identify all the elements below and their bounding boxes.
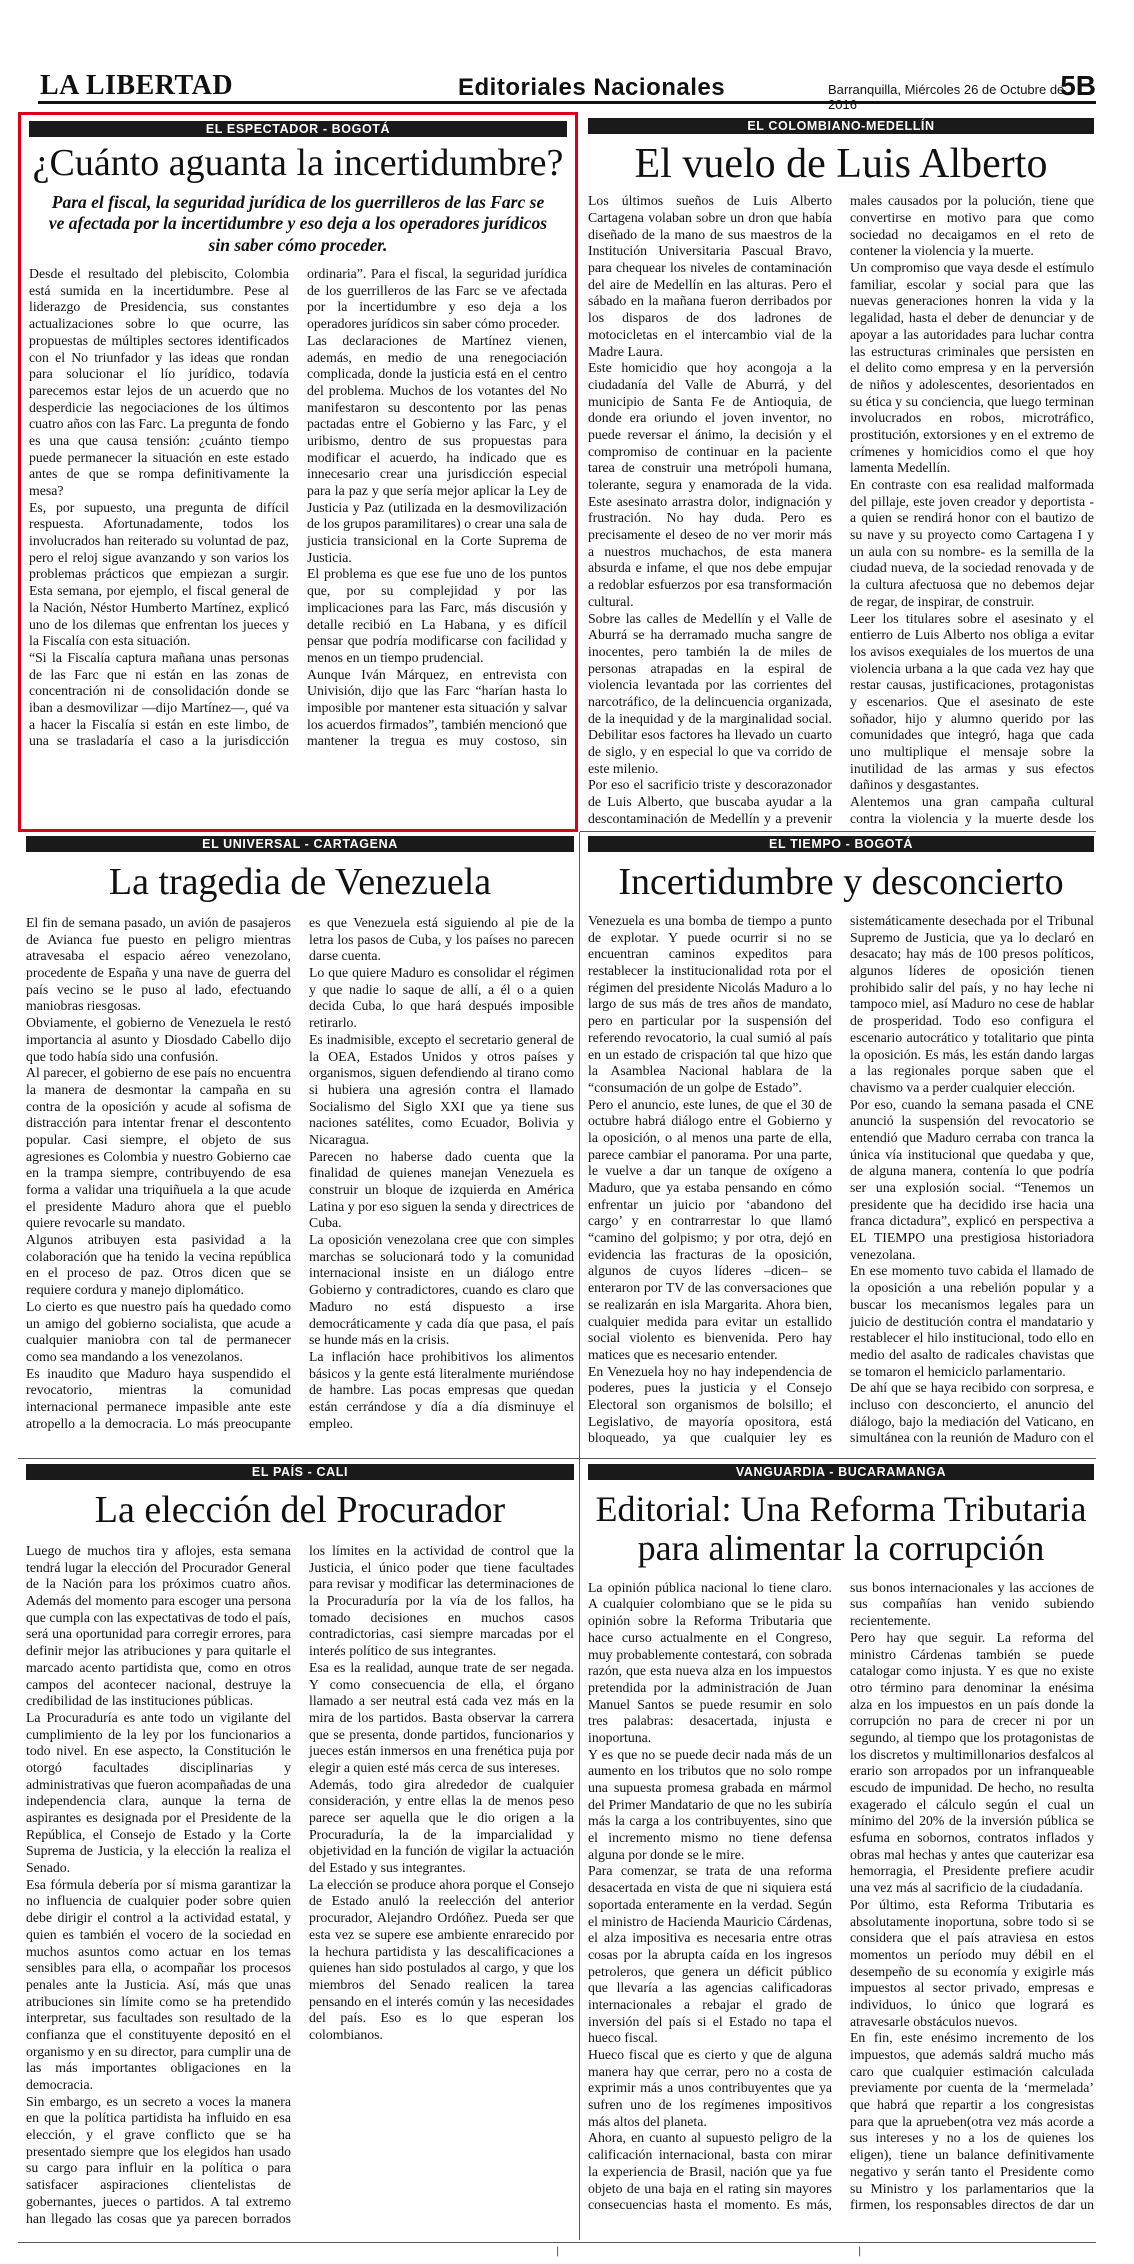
paragraph: En fin, este enésimo incremento de los impuestos, que además saldrá mucho más caro que cualquier estimación calculada previamente por cuenta de la ‘mermelada’ que habrá que repartir a los congresistas para que la aprueben(otra vez más acorde a sus intereses y no a los de quienes los eligen), tiene un balance definitivamente negativo y serán tanto el Presidente como su Ministro y los parlamentarios que la firmen, los responsables directos de dar un [850, 2030, 1094, 2213]
paragraph: La elección se produce ahora porque el Consejo de Estado anuló la reelección del anterior procurador, Alejandro Ordóñez. Pueda ser que esta vez se supere ese ambiente enrarecido por la hechura partidista y las descalificaciones a quienes han sido postulados al cargo, y que los miembros del Senado realicen la tarea pensando en el interés común y las necesidades del país. Eso es lo que esperan los colombianos. [309, 1876, 574, 2042]
source-label: EL ESPECTADOR - BOGOTÁ [29, 121, 567, 137]
paragraph: Es inaudito que Maduro haya suspendido el revocatorio, mientras la comunidad internacional permanece impasible ante este atropello a la democracia. Lo más preocupante es que Venezuela está siguiendo al pie de la letra los pasos de Cuba, y los países no parecen darse cuenta. [26, 915, 574, 1431]
paragraph: Al parecer, el gobierno de ese país no encuentra la manera de desmontar la campaña en su contra de la oposición y acude al sofisma de distracción para intentar frenar el descontento popular. Casi siempre, el objeto de sus agresiones es Colombia y nuestro Gobierno cae en la trampa siempre, contribuyendo de esa forma a validar una triquiñuela a la que acude el presidente Maduro ahora que el pueblo quiere revocarle su mandato. [26, 1065, 291, 1231]
paragraph: Luego de muchos tira y aflojes, esta semana tendrá lugar la elección del Procurador General de la Nación para los próximos cuatro años. Además del momento para escoger una persona que cumpla con las expectativas de todo el país, será una oportunidad para corregir errores, para definir mejor las atribuciones y para quitarle el marcado acento partidista que, como en otros campos del acontecer nacional, destruye la credibilidad de las instituciones públicas. [26, 1543, 291, 1709]
lead-paragraph: Para el fiscal, la seguridad jurídica de los guerrilleros de las Farc se ve afectada por la incertidumbre y eso deja a los operadores jurídicos sin saber cómo proceder. [48, 192, 548, 255]
paragraph: El fin de semana pasado, un avión de pasajeros de Avianca fue puesto en peligro mientras atravesaba el espacio aéreo venezolano, procedente de España y una nave de guerra del país vecino se le puso al lado, efectuando maniobras riesgosas. [26, 915, 291, 1014]
editorial-el-colombiano [580, 112, 1096, 832]
section-divider [580, 831, 1096, 832]
article-body [26, 1543, 574, 2233]
print-mark: | [556, 2246, 560, 2257]
issue-date: Barranquilla, Miércoles 26 de Octubre de 2016 [828, 82, 1065, 112]
editorial-el-tiempo [580, 832, 1096, 1457]
article-body [29, 266, 567, 766]
editorial-el-pais [18, 1460, 578, 2240]
article-body [588, 1580, 1094, 2230]
source-label: EL COLOMBIANO-MEDELLÍN [588, 118, 1094, 134]
paragraph: Por último, esta Reforma Tributaria es absolutamente inoportuna, sobre todo si se considera que el país atraviesa en estos momentos un período muy débil en el desempeño de su economía y exigirle más impuestos al sector privado, empresas e individuos, lo único que logrará es atravesarle obstáculos nuevos. [850, 1896, 1094, 2029]
paragraph: Hueco fiscal que es cierto y que de alguna manera hay que cerrar, pero no a costa de exprimir más a unos contribuyentes que ya sufren uno de los regímenes impositivos más altos del planeta. [588, 2047, 832, 2129]
section-divider [18, 1458, 1096, 1459]
page-bottom-rule [18, 2242, 1096, 2243]
headline: La elección del Procurador [94, 1489, 506, 1531]
headline: Incertidumbre y desconcierto [618, 861, 1064, 903]
newspaper-name: LA LIBERTAD [40, 70, 234, 101]
print-marks [0, 2246, 1134, 2260]
paragraph: Este homicidio que hoy acongoja a la ciudadanía del Valle de Aburrá, y del municipio de Santa Fe de Antioquia, de donde era oriundo el joven inventor, no puede reversar el ánimo, la decisión y el compromiso de continuar en la paciente tarea de construir una metrópoli humana, tolerante, segura y enamorada de la vida. Este asesinato arrastra dolor, indignación y frustración. No hay duda. Pero es precisamente el deseo de no ver morir más a nuestros muchachos, de esta manera absurda e infame, el que nos debe empujar a redoblar esfuerzos por esa transformación cultural. [588, 360, 832, 609]
headline: El vuelo de Luis Alberto [634, 141, 1048, 187]
headline: Editorial: Una Reforma Tributaria para alimentar la corrupción [595, 1489, 1087, 1568]
paragraph: Sin embargo, es un secreto a voces la manera en que la política partidista ha influido en esa elección, y el grave conflicto que se ha presentado siempre que los elegidos han usado su cargo para influir en la política o para satisfacer aspiraciones clientelistas de gobernantes, jueces o partidos. A tal extremo han llegado las cosas que ya parecen borrados los límites en la actividad de control que la Justicia, el único poder que tiene facultades para revisar y modificar las determinaciones de la Procuraduría por la vía de los fallos, ha tomado decisiones en muchos casos contradictorias, casi siempre marcadas por el interés político de sus integrantes. [26, 1543, 574, 2226]
paragraph: Por eso el sacrificio triste y descorazonador de Luis Alberto, que buscaba ayudar a la descontaminación de Medellín y a prevenir males causados por la polución, tiene que convertirse en motivo para que como sociedad no decaigamos en el reto de contener la violencia y la muerte. [588, 193, 1094, 826]
paragraph: En Venezuela hoy no hay independencia de poderes, pues la justicia y el Consejo Electoral son organismos de bolsillo; el Legislativo, de mayoría opositora, está bloqueado, ya que cualquier ley es sistemáticamente desechada por el Tribunal Supremo de Justicia, que ya lo declaró en desacato; hay más de 100 presos políticos, algunos líderes de oposición tienen prohibido salir del país, y no hay leche ni tampoco miel, así Maduro no cese de hablar de prosperidad. Todo eso configura el escenario autocrático y totalitario que pinta la oposición. Es más, les están dando largas a las regionales porque saben que el chavismo va a perder cualquier elección. [588, 913, 1094, 1446]
paragraph: La oposición venezolana cree que con simples marchas se solucionará todo y la comunidad internacional insiste en un diálogo entre Gobierno y contradictores, cuando es claro que Maduro no está dispuesto a irse democráticamente y cada día que pasa, el país se hunde más en la crisis. [309, 1232, 574, 1348]
paragraph: Lo cierto es que nuestro país ha quedado como un amigo del gobierno socialista, que acude a cualquier maniobra con tal de permanecer como sea mandando a los venezolanos. [26, 1298, 291, 1364]
article-body [588, 913, 1094, 1453]
paragraph: Pero hay que seguir. La reforma del ministro Cárdenas también se puede catalogar como injusta. Y es que no existe otro término para denominar la enésima alza en los impuestos en un país donde la corrupción no para de crecer ni por un segundo, al tiempo que los protagonistas de los discretos y multimillonarios desfalcos al erario son arropados por un infranqueable escudo de impunidad. De hecho, no resulta exagerado el cálculo según el cual un mínimo del 20% de la inversión pública se esfuma en sobornos, contratos inflados y obras mal hechas y antes que cauterizar esa hemorragia, el Presidente prefiere acudir una vez más al sacrificio de la ciudadanía. [850, 1629, 1094, 1896]
source-label: EL TIEMPO - BOGOTÁ [588, 836, 1094, 852]
paragraph: Esa fórmula debería por sí misma garantizar la no influencia de cualquier poder sobre quien debe dirigir el control a la actividad estatal, y quien es también el vocero de la sociedad en muchos asuntos como actuar en los temas sensibles para ella, o acompañar los procesos penales ante la Justicia. Así, más que unas atribuciones sin límite como se ha pretendido interpretar, sus facultades son resultado de la confianza que el constituyente depositó en el organismo y en su director, para cumplir una de las más importantes obligaciones en la democracia. [26, 1876, 291, 2093]
paragraph: Un compromiso que vaya desde el estímulo familiar, escolar y social para que las nuevas generaciones honren la vida y la legalidad, hasta el deber de denunciar y de apoyar a las autoridades para luchar contra las estructuras criminales que persisten en el delito como empresa y en la perversión de niños y adolescentes, desorientados en su ética y su conciencia, que luego terminan involucrados en robos, microtráfico, prostitución, extorsiones y en el extremo de crímenes y homicidios como el que hoy lamenta Medellín. [850, 260, 1094, 476]
source-label: VANGUARDIA - BUCARAMANGA [588, 1464, 1094, 1480]
paragraph: “Si la Fiscalía captura mañana unas personas de las Farc que ni están en las zonas de concentración ni de consolidación donde se iban a desmovilizar —dijo Martínez—, qué va a hacer la Fiscalía si están en este limbo, de una se trasladaría el caso a la jurisdicción ordinaria”. Para el fiscal, la seguridad jurídica de los guerrilleros de las Farc se ve afectada por la incertidumbre y eso deja a los operadores jurídicos sin saber cómo proceder. [29, 266, 567, 749]
paragraph: La opinión pública nacional lo tiene claro. A cualquier colombiano que se le pida su opinión sobre la Reforma Tributaria que hace curso actualmente en el Congreso, muy probablemente contestará, con sobrada razón, que esta nueva alza en los impuestos pretendida por la administración de Juan Manuel Santos se puede resumir en solo tres palabras: desacertada, injusta e inoportuna. [588, 1579, 832, 1745]
section-title: Editoriales Nacionales [458, 74, 726, 101]
paragraph: Desde el resultado del plebiscito, Colombia está sumida en la incertidumbre. Pese al liderazgo de Presidencia, sus constantes actualizaciones sobre lo que ocurre, las propuestas de múltiples sectores identificados con el No triunfador y las ideas que rondan para solucionar el lío jurídico, todavía parecemos estar lejos de un acuerdo que no desperdicie las negociaciones de los últimos cuatro años con las Farc. La pregunta de fondo es una que causa tensión: ¿cuánto tiempo puede permanecer la situación en este estado antes de que se rompa definitivamente la mesa? [29, 266, 289, 498]
paragraph: Las declaraciones de Martínez vienen, además, en medio de una renegociación complicada, donde la justicia está en el centro del problema. Muchos de los votantes del No manifestaron su descontento por las penas pactadas entre el Gobierno y las Farc, y el uribismo, dentro de sus propuestas para modificar el acuerdo, ha indicado que es innecesario crear una jurisdicción especial para la paz y que sería mejor aplicar la Ley de Justicia y Paz (utilizada en la desmovilización de los grupos paramilitares) o crear una sala de justicia transicional en la Corte Suprema de Justicia. [307, 332, 567, 565]
paragraph: Aunque Iván Márquez, en entrevista con Univisión, dijo que las Farc “harían hasta lo imposible por mantener esta situación y salvar los acuerdos firmados”, también mencionó que mantener la tregua es muy costoso, sin [307, 666, 567, 749]
paragraph: Lo que quiere Maduro es consolidar el régimen y que nadie lo saque de allí, a él o a quien decida Cuba, lo que hará después imposible retirarlo. [309, 965, 574, 1031]
article-body [26, 915, 574, 1445]
paragraph: Ahora, en cuanto al supuesto peligro de la calificación internacional, basta con mirar la experiencia de Brasil, nación que ya fue objeto de una baja en el rating sin mayores consecuencias hasta el momento. Es más, sus bonos internacionales y las acciones de sus compañías han venido subiendo recientemente. [588, 1579, 1094, 2213]
paragraph: De ahí que se haya recibido con sorpresa, e incluso con desconcierto, el anuncio del diálogo, bajo la mediación del Vaticano, en simultánea con la reunión de Maduro con el [850, 1380, 1094, 1446]
paragraph: Por eso, cuando la semana pasada el CNE anunció la suspensión del revocatorio se entendió que Maduro cerraba con tranca la única vía institucional que quedaba y que, de alguna manera, contenía lo que podría ser una explosión social. “Tenemos un presidente que ha decidido irse hacia una franca dictadura”, explicó en perspectiva a EL TIEMPO una prestigiosa historiadora venezolana. [850, 1096, 1094, 1262]
paragraph: La Procuraduría es ante todo un vigilante del cumplimiento de la ley por los funcionarios a todo nivel. En ese aspecto, la Constitución le otorgó facultades disciplinarias y administrativas que fueron acompañadas de una independencia clara, aunque la terna de aspirantes es designada por el Presidente de la República, el Consejo de Estado y la Corte Suprema de Justicia, y la elección la realiza el Senado. [26, 1709, 291, 1876]
paragraph: La inflación hace prohibitivos los alimentos básicos y la gente está literalmente muriéndose de hambre. Las pocas empresas que quedan están cerrándose y día a día disminuye el empleo. [309, 1348, 574, 1431]
editorial-el-universal [18, 832, 578, 1457]
paragraph: En ese momento tuvo cabida el llamado de la oposición a una rebelión popular y a buscar los mecanismos legales para un juicio de destitución contra el mandatario y restablecer el hilo institucional, todo ello en medio del asalto de radicales chavistas que se tomaron el hemiciclo parlamentario. [850, 1263, 1094, 1379]
paragraph: Es, por supuesto, una pregunta de difícil respuesta. Afortunadamente, todos los involucrados han reiterado su voluntad de paz, pero el reloj sigue avanzando y son varios los problemas prácticos que empiezan a surgir. Esta semana, por ejemplo, el fiscal general de la Nación, Néstor Humberto Martínez, explicó uno de los dilemas que enfrentan los jueces y la Fiscalía con esta situación. [29, 499, 289, 649]
column-divider [579, 832, 580, 2240]
paragraph: Leer los titulares sobre el asesinato y el entierro de Luis Alberto nos obliga a evitar los avisos exequiales de los muertos de una violencia urbana a la que cada vez hay que restar causas, justificaciones, protagonistas y escenarios. Que el asesinato de este soñador, hijo y alumno querido por las comunidades que integró, haga que cada uno multiplique el mensaje sobre la inutilidad de las armas y sus efectos dañinos y desgastantes. [850, 610, 1094, 793]
paragraph: Además, todo gira alrededor de cualquier consideración, y entre ellas la de menos peso parece ser aquella que le dio origen a la Procuraduría, la de la imparcialidad y objetividad en la función de vigilar la actuación del Estado y sus integrantes. [309, 1776, 574, 1876]
editorial-vanguardia [580, 1460, 1096, 2240]
paragraph: Algunos atribuyen esta pasividad a la colaboración que ha tenido la vecina república en el proceso de paz. Otros dicen que se requiere cordura y manejo diplomático. [26, 1232, 291, 1298]
headline: ¿Cuánto aguanta la incertidumbre? [32, 142, 564, 184]
paragraph: Obviamente, el gobierno de Venezuela le restó importancia al asunto y Diosdado Cabello dijo que todo había sido una confusión. [26, 1015, 291, 1064]
source-label: EL PAÍS - CALI [26, 1464, 574, 1480]
paragraph: Esa es la realidad, aunque trate de ser negada. Y como consecuencia de ella, el órgano llamado a ser neutral está cada vez más en la mira de los partidos. Basta observar la carrera que se presenta, donde partidos, funcionarios y jueces están inmersos en una frenética puja por elegir a quien esté más cerca de sus intereses. [309, 1659, 574, 1775]
paragraph: En contraste con esa realidad malformada del pillaje, este joven creador y deportista -a quien se rendirá honor con el bautizo de su nave y su proyecto como Cartagena I y un aula con su nombre- es la semilla de la ciudad nueva, de la sociedad renovada y de la cultura afectuosa que no debemos dejar de regar, de inspirar, de construir. [850, 477, 1094, 609]
editorial-el-espectador [18, 112, 578, 832]
headline: La tragedia de Venezuela [108, 861, 492, 903]
article-body [588, 193, 1094, 832]
paragraph: Y es que no se puede decir nada más de un aumento en los tributos que no solo rompe una supuesta promesa grabada en mármol del Primer Mandatario de que no les subiría más la carga a los contribuyentes, sino que el incremento mismo no tiene defensa alguna por donde se le mire. [588, 1746, 832, 1862]
paragraph: Es inadmisible, excepto el secretario general de la OEA, Estados Unidos y otros países y organismos, siguen defendiendo al tirano como si hubiera una agresión contra el llamado Socialismo del Siglo XXI que ya tiene sus naciones satélites, como Ecuador, Bolivia y Nicaragua. [309, 1031, 574, 1147]
paragraph: Parecen no haberse dado cuenta que la finalidad de quienes manejan Venezuela es construir un bloque de izquierda en América Latina y por eso siguen la senda y directrices de Cuba. [309, 1148, 574, 1231]
paragraph: Alentemos una gran campaña cultural contra la violencia y la muerte desde los [850, 794, 1094, 826]
print-mark: | [858, 2246, 862, 2257]
source-label: EL UNIVERSAL - CARTAGENA [26, 836, 574, 852]
paragraph: Sobre las calles de Medellín y el Valle de Aburrá se ha derramado mucha sangre de inocentes, pero también la de miles de personas atrapadas en la espiral de violencia levantada por las corrientes del narcotráfico, de la delincuencia organizada, de la inequidad y de la marginalidad social. Debilitar esos factores ha llevado un cuarto de siglo, y en especial lo que va corrido de este milenio. [588, 610, 832, 776]
paragraph: Pero el anuncio, este lunes, de que el 30 de octubre habrá diálogo entre el Gobierno y la oposición, o al menos una parte de ella, parece cambiar el panorama. Por una parte, le vuelve a dar un tanque de oxígeno a Maduro, que ya estaba pensando en cómo enfrentar un juicio por ‘abandono del cargo’ y en contrarrestar lo que llamó “camino del golpismo; y por otra, dejó en evidencia las fracturas de la oposición, algunos de cuyos líderes –dicen– se enteraron por TV de las conversaciones que se realizarán en isla Margarita. Ahora bien, cualquier medida para evitar un estallido social violento es bienvenida. Pero hay matices que es necesario entender. [588, 1096, 832, 1362]
masthead [38, 70, 1096, 112]
page-number: 5B [1060, 70, 1096, 101]
paragraph: Los últimos sueños de Luis Alberto Cartagena volaban sobre un dron que había diseñado de la mano de sus maestros de la Institución Universitaria Pascual Bravo, para chequear los niveles de contaminación del aire de Medellín en las alturas. Pero el sábado en la mañana fueron derribados por los disparos de dos ladrones de motocicletas en el intercambio vial de la Madre Laura. [588, 193, 832, 359]
paragraph: El problema es que ese fue uno de los puntos que, por su complejidad y por las implicaciones para las Farc, más discusión y detalle recibió en La Habana, y es difícil pensar que podría modificarse con facilidad y menos en un tiempo prudencial. [307, 566, 567, 665]
paragraph: Para comenzar, se trata de una reforma desacertada en vista de que ni siquiera está soportada enteramente en la verdad. Según el ministro de Hacienda Mauricio Cárdenas, el alza impositiva es necesaria entre otras cosas por la abrupta caída en los ingresos petroleros, que genera un déficit público que llevaría a las agencias calificadoras internacionales a rebajar el grado de inversión del país si el Estado no tapa el hueco fiscal. [588, 1863, 832, 2046]
paragraph: Venezuela es una bomba de tiempo a punto de explotar. Y puede ocurrir si no se encuentran caminos expeditos para restablecer la institucionalidad rota por el régimen del presidente Nicolás Maduro a lo largo de sus más de tres años de mandato, pero en particular por la suspensión del referendo revocatorio, la cual sumió al país en un estado de crispación tal que hizo que la Asamblea Nacional hablara de la “consumación de un golpe de Estado”. [588, 913, 832, 1095]
